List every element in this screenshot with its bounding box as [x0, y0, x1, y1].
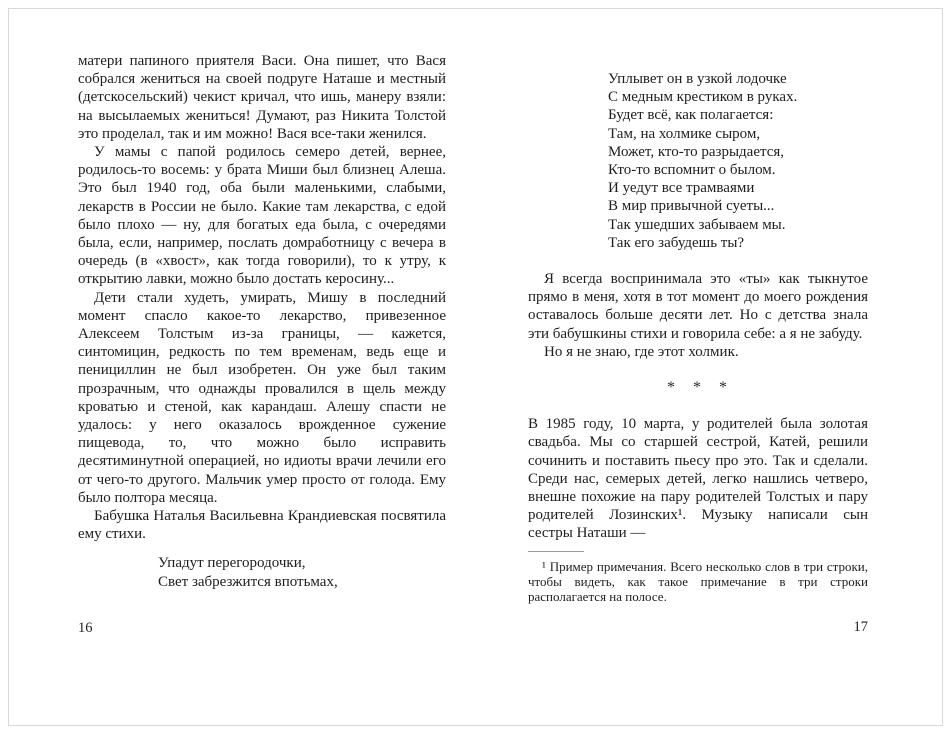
poem-line: Там, на холмике сыром, — [608, 125, 761, 142]
poem-line: Кто-то вспомнит о былом. — [608, 162, 776, 179]
paragraph: матери папиного приятеля Васи. Она пишет, что Вася собрался жениться на своей подруге Наташе и местный (детскосельский) чекист кричал, что ишь, манеру взяли: на высылаемых жениться! Думают, раз Никита Толстой это проделал, так и им можно! Вася все-таки женился. — [78, 53, 446, 142]
paragraph: Я всегда воспринимала это «ты» как тыкнутое прямо в меня, хотя в тот момент до моего рождения оставалось больше десяти лет. Но с детства знала эти бабушкины стихи и говорила себе: а я не забуду. — [528, 271, 868, 342]
poem-line: Упадут перегородочки, — [158, 555, 306, 572]
poem-line: Уплывет он в узкой лодочке — [608, 71, 787, 87]
poem-line: Так его забудешь ты? — [608, 234, 745, 251]
poem-line: С медным крестиком в руках. — [608, 89, 798, 106]
poem-left — [158, 554, 446, 590]
page-number-right: 17 — [853, 619, 868, 635]
poem-right — [608, 70, 868, 252]
poem-line: Будет всё, как полагается: — [608, 107, 774, 124]
poem-line: Так ушедших забываем мы. — [608, 216, 786, 233]
footnote-block — [528, 551, 868, 604]
poem-line: Может, кто-то разрыдается, — [608, 143, 785, 160]
paragraph: В 1985 году, 10 марта, у родителей была золотая свадьба. Мы со старшей сестрой, Катей, решили сочинить и поставить пьесу про это. Так и сделали. Среди нас, семерых детей, легко нашлись четверо, внешне похожие на пару родителей Толстых и пару родителей Лозинских¹. Музыку написали сын сестры Наташи — — [528, 416, 868, 542]
poem-line: Свет забрезжится впотьмах, — [158, 573, 338, 590]
left-page — [78, 52, 446, 591]
page-number-left: 16 — [78, 620, 93, 636]
poem-line: В мир привычной суеты... — [608, 198, 775, 215]
paragraph: Но я не знаю, где этот холмик. — [544, 343, 739, 360]
paragraph: Дети стали худеть, умирать, Мишу в последний момент спасло какое-то лекарство, привезенное Алексеем Толстым из-за границы, — кажется, синтомицин, редкость по тем временам, ведь еще и пенициллин не был изобретен. Он уже был таким прозрачным, что однажды провалился в щель между кроватью и стеной, как карандаш. Алешу спасти не удалось: у него оказалось врожденное сужение пищевода, то, что можно было исправить десятиминутной операцией, но идиоты врачи лечили его от чего-то другого. Мальчик умер просто от голода. Ему было полтора месяца. — [78, 289, 446, 506]
section-separator: * * * — [667, 379, 729, 397]
paragraph: У мамы с папой родилось семеро детей, вернее, родилось-то восемь: у брата Миши был близнец Алеша. Это был 1940 год, оба были маленькими, слабыми, лекарств в России не было. Какие там лекарства, с едой было плохо — ну, для богатых еда была, с очередями была, если, например, послать домработницу с вечера в очередь (в «хвост», как тогда говорили), то к утру, к открытию лавки, можно было достать керосину... — [78, 144, 446, 288]
paragraph: Бабушка Наталья Васильевна Крандиевская посвятила ему стихи. — [78, 508, 446, 543]
poem-line: И уедут все трамваями — [608, 180, 755, 197]
footnote-text: ¹ Пример примечания. Всего несколько слов в три строки, чтобы видеть, как такое примечание в три строки располагается на полосе. — [528, 559, 868, 604]
right-page — [528, 70, 868, 543]
footnote-divider — [528, 551, 584, 552]
